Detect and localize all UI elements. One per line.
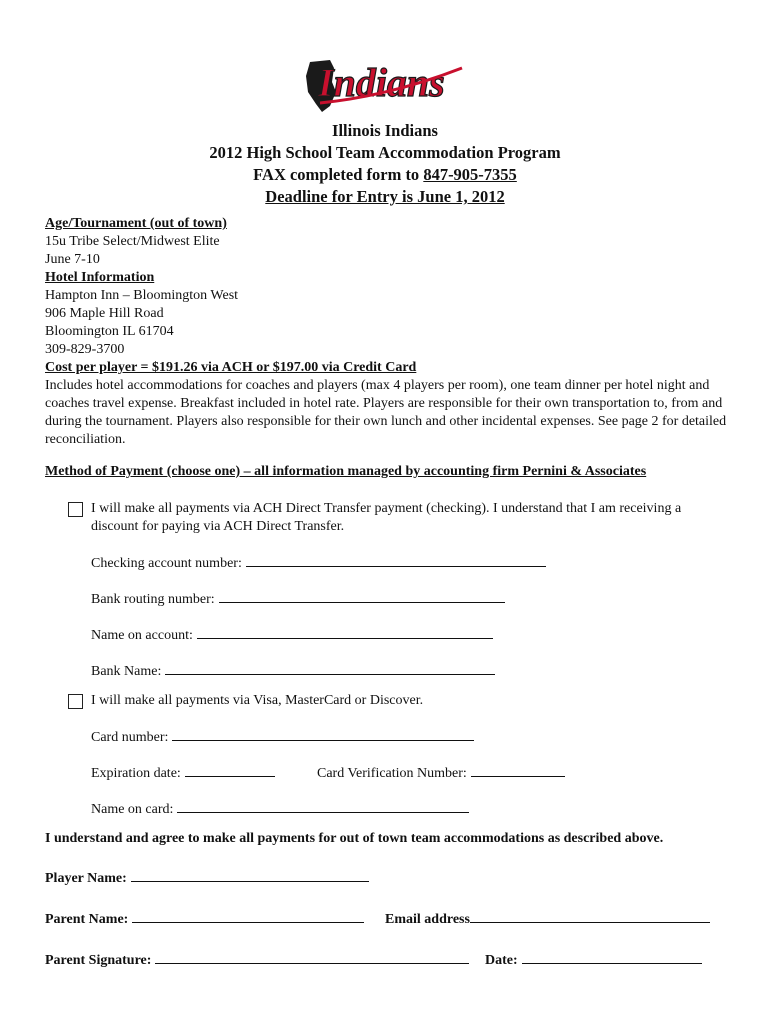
date-label: Date: bbox=[485, 953, 518, 968]
indians-logo bbox=[300, 48, 470, 118]
cost-description: Includes hotel accommodations for coaches and players (max 4 players per room), one team dinner per hotel night and coaches travel expense. Breakfast included in hotel rate. Players are responsible for their own transportation to, from and during the tournament. Players also responsible for their own lunch and other incidental expenses. See page 2 for detailed reconciliation. bbox=[45, 378, 727, 447]
bank-name-field bbox=[91, 660, 495, 681]
cvn-field bbox=[317, 762, 565, 783]
checking-account-label: Checking account number: bbox=[91, 556, 242, 571]
fax-prefix: FAX completed form to bbox=[253, 165, 424, 184]
card-checkbox[interactable] bbox=[68, 694, 83, 709]
player-name-input[interactable] bbox=[131, 867, 369, 882]
program-title: 2012 High School Team Accommodation Program bbox=[209, 143, 561, 162]
card-number-field bbox=[91, 726, 474, 747]
card-number-input[interactable] bbox=[172, 726, 474, 741]
email-label: Email address bbox=[385, 912, 470, 927]
expiration-input[interactable] bbox=[185, 762, 275, 777]
checking-account-input[interactable] bbox=[246, 552, 546, 567]
name-on-account-field bbox=[91, 624, 493, 645]
bank-name-label: Bank Name: bbox=[91, 664, 162, 679]
player-name-label: Player Name: bbox=[45, 871, 127, 886]
expiration-field bbox=[91, 762, 275, 783]
email-field bbox=[385, 908, 710, 929]
expiration-label: Expiration date: bbox=[91, 766, 181, 781]
fax-instruction bbox=[0, 164, 770, 186]
parent-name-label: Parent Name: bbox=[45, 912, 129, 927]
name-on-card-field bbox=[91, 798, 469, 819]
hotel-heading: Hotel Information bbox=[45, 270, 155, 285]
logo-wordmark: Indians bbox=[318, 60, 445, 105]
indians-logo-graphic bbox=[300, 48, 470, 118]
payment-method-heading: Method of Payment (choose one) – all information managed by accounting firm Pernini & Associates bbox=[45, 464, 647, 479]
form-header bbox=[0, 120, 770, 208]
routing-number-label: Bank routing number: bbox=[91, 592, 215, 607]
email-input[interactable] bbox=[470, 908, 710, 923]
date-input[interactable] bbox=[522, 949, 702, 964]
bank-name-input[interactable] bbox=[165, 660, 495, 675]
name-on-account-label: Name on account: bbox=[91, 628, 193, 643]
tournament-name: 15u Tribe Select/Midwest Elite bbox=[45, 234, 220, 249]
cvn-label: Card Verification Number: bbox=[317, 766, 467, 781]
hotel-name: Hampton Inn – Bloomington West bbox=[45, 288, 239, 303]
routing-number-input[interactable] bbox=[219, 588, 505, 603]
parent-signature-field bbox=[45, 949, 469, 970]
cost-heading: Cost per player = $191.26 via ACH or $197.00 via Credit Card bbox=[45, 360, 417, 375]
parent-signature-label: Parent Signature: bbox=[45, 953, 152, 968]
card-option-text: I will make all payments via Visa, MasterCard or Discover. bbox=[91, 693, 424, 708]
hotel-phone: 309-829-3700 bbox=[45, 342, 125, 357]
ach-option-text: I will make all payments via ACH Direct Transfer payment (checking). I understand that I am receiving a discount for paying via ACH Direct Transfer. bbox=[91, 501, 682, 534]
checking-account-field bbox=[91, 552, 546, 573]
age-heading: Age/Tournament (out of town) bbox=[45, 216, 227, 231]
tournament-dates: June 7-10 bbox=[45, 252, 100, 267]
date-field bbox=[485, 949, 702, 970]
parent-name-field bbox=[45, 908, 364, 929]
parent-name-input[interactable] bbox=[132, 908, 364, 923]
name-on-account-input[interactable] bbox=[197, 624, 493, 639]
ach-checkbox[interactable] bbox=[68, 502, 83, 517]
card-number-label: Card number: bbox=[91, 730, 169, 745]
parent-signature-input[interactable] bbox=[155, 949, 469, 964]
info-section bbox=[45, 215, 735, 449]
cvn-input[interactable] bbox=[471, 762, 565, 777]
hotel-city: Bloomington IL 61704 bbox=[45, 324, 174, 339]
fax-number: 847-905-7355 bbox=[423, 165, 517, 184]
player-name-field bbox=[45, 867, 369, 888]
hotel-street: 906 Maple Hill Road bbox=[45, 306, 164, 321]
name-on-card-input[interactable] bbox=[177, 798, 469, 813]
deadline: Deadline for Entry is June 1, 2012 bbox=[265, 187, 505, 206]
name-on-card-label: Name on card: bbox=[91, 802, 174, 817]
agreement-statement: I understand and agree to make all payments for out of town team accommodations as described above. bbox=[45, 831, 664, 846]
organization-title: Illinois Indians bbox=[332, 121, 438, 140]
routing-number-field bbox=[91, 588, 505, 609]
